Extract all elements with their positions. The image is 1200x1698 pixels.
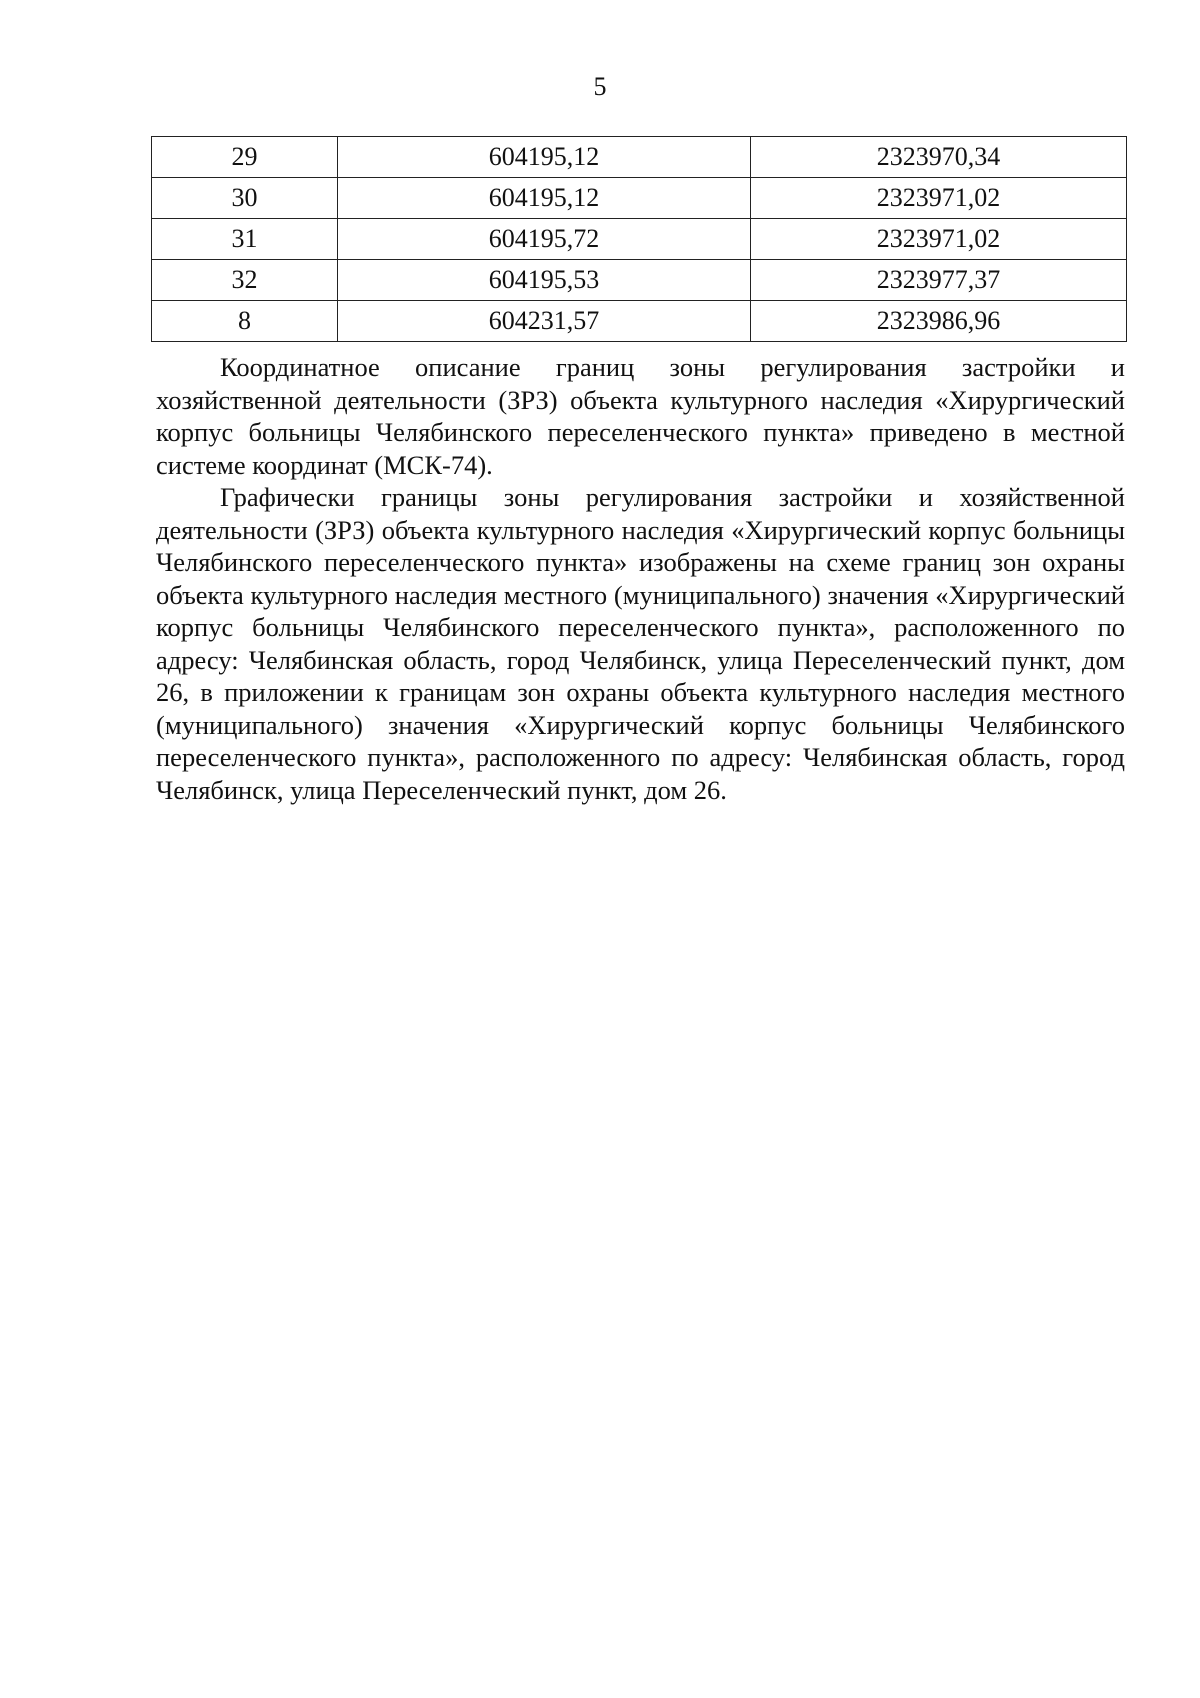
point-number-cell: 31 [152,219,338,260]
x-coordinate-cell: 604195,72 [338,219,751,260]
table-row [152,178,1127,219]
coordinate-description-text [156,351,1125,481]
x-coordinate-cell: 604195,12 [338,178,751,219]
page-number: 5 [593,72,607,101]
table-row [152,301,1127,342]
y-coordinate-cell: 2323986,96 [751,301,1127,342]
y-coordinate-cell: 2323970,34 [751,137,1127,178]
table-row [152,260,1127,301]
point-number-cell: 29 [152,137,338,178]
paragraph: Графически границы зоны регулирования застройки и хозяйственной деятельности (ЗРЗ) объекта культурного наследия «Хирургический корпус больницы Челябинского переселенческого пункта» изображены на схеме границ зон охраны объекта культурного наследия местного (муниципального) значения «Хирургический корпус больницы Челябинского переселенческого пункта», расположенного по адресу: Челябинская область, город Челябинск, улица Переселенческий пункт, дом 26, в приложении к границам зон охраны объекта культурного наследия местного (муниципального) значения «Хирургический корпус больницы Челябинского переселенческого пункта», расположенного по адресу: Челябинская область, город Челябинск, улица Переселенческий пункт, дом 26. [156,482,1125,805]
x-coordinate-cell: 604231,57 [338,301,751,342]
x-coordinate-cell: 604195,12 [338,137,751,178]
point-number-cell: 30 [152,178,338,219]
table-row [152,219,1127,260]
y-coordinate-cell: 2323977,37 [751,260,1127,301]
coordinates-table [151,136,1127,342]
point-number-cell: 8 [152,301,338,342]
y-coordinate-cell: 2323971,02 [751,178,1127,219]
x-coordinate-cell: 604195,53 [338,260,751,301]
paragraph: Координатное описание границ зоны регулирования застройки и хозяйственной деятельности (ЗРЗ) объекта культурного наследия «Хирургический корпус больницы Челябинского переселенческого пункта» приведено в местной системе координат (МСК-74). [156,352,1125,480]
graphic-boundaries-text [156,481,1125,806]
y-coordinate-cell: 2323971,02 [751,219,1127,260]
point-number-cell: 32 [152,260,338,301]
table-row [152,137,1127,178]
